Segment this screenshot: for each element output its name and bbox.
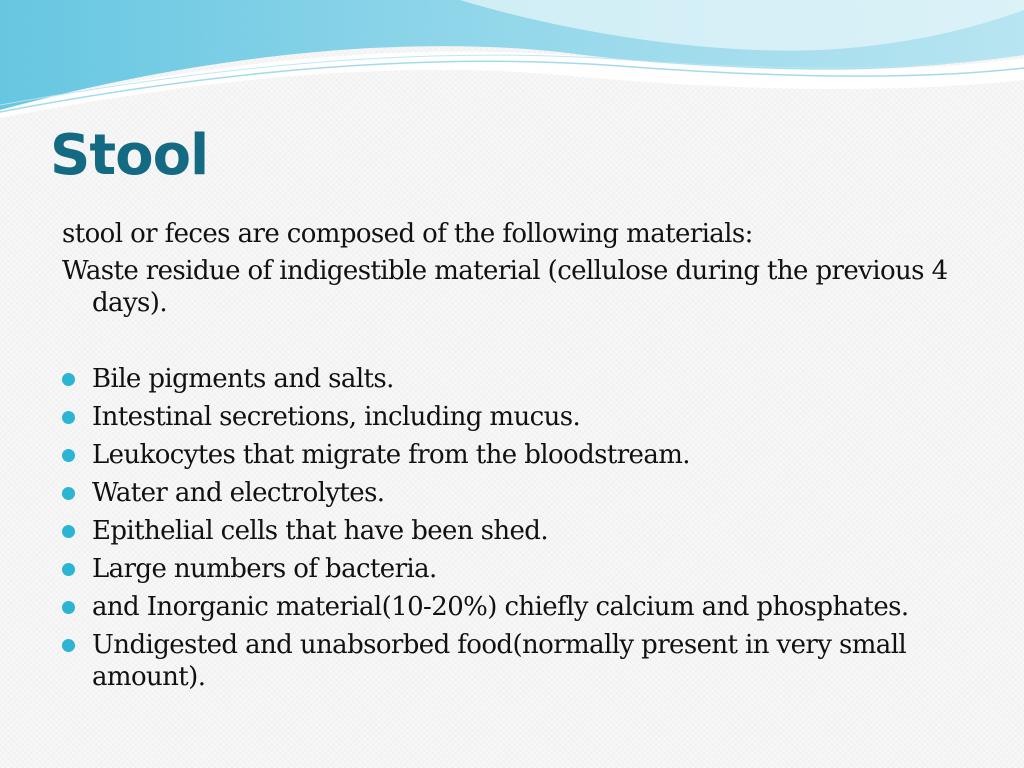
header-wave-decoration bbox=[0, 0, 1024, 120]
bullet-item bbox=[62, 401, 982, 433]
bullet-dot-icon bbox=[62, 411, 75, 424]
bullet-dot-icon bbox=[62, 525, 75, 538]
slide-title: Stool bbox=[50, 123, 209, 188]
bullet-text: Epithelial cells that have been shed. bbox=[92, 516, 549, 546]
bullet-dot-icon bbox=[62, 563, 75, 576]
bullet-text: Water and electrolytes. bbox=[92, 478, 385, 508]
bullet-dot-icon bbox=[62, 449, 75, 462]
waste-residue-paragraph: Waste residue of indigestible material (cellulose during the previous 4 days). bbox=[62, 256, 948, 318]
bullet-item bbox=[62, 477, 982, 509]
bullet-list bbox=[62, 363, 982, 693]
bullet-item bbox=[62, 553, 982, 585]
bullet-dot-icon bbox=[62, 373, 75, 386]
bullet-dot-icon bbox=[62, 487, 75, 500]
bullet-text: Large numbers of bacteria. bbox=[92, 554, 437, 584]
bullet-item bbox=[62, 363, 982, 395]
intro-paragraph: stool or feces are composed of the following materials: bbox=[62, 219, 753, 249]
bullet-dot-icon bbox=[62, 639, 75, 652]
bullet-item bbox=[62, 591, 982, 623]
bullet-text: Bile pigments and salts. bbox=[92, 364, 394, 394]
slide-body bbox=[62, 218, 982, 699]
bullet-text: Leukocytes that migrate from the bloodstream. bbox=[92, 440, 690, 470]
bullet-text: Undigested and unabsorbed food(normally present in very small amount). bbox=[92, 630, 907, 692]
bullet-dot-icon bbox=[62, 601, 75, 614]
bullet-item bbox=[62, 515, 982, 547]
bullet-text: and Inorganic material(10-20%) chiefly calcium and phosphates. bbox=[92, 592, 909, 622]
bullet-text: Intestinal secretions, including mucus. bbox=[92, 402, 581, 432]
bullet-item bbox=[62, 439, 982, 471]
bullet-item bbox=[62, 629, 982, 693]
